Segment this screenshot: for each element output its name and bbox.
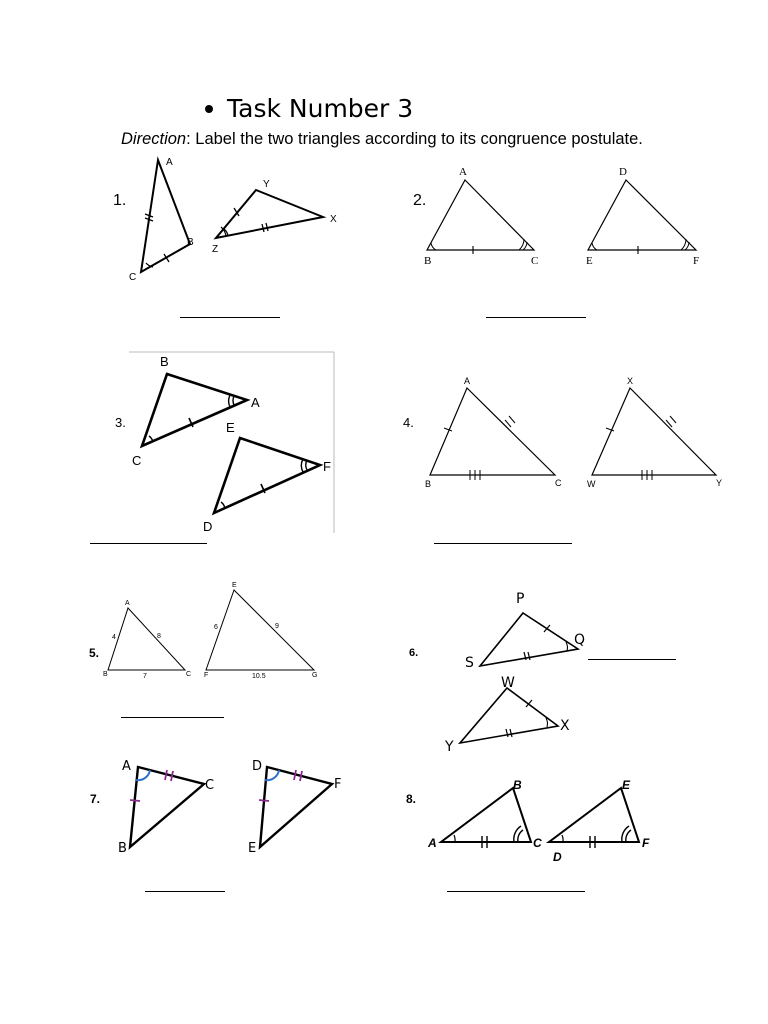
answer-blank-6[interactable] [588, 659, 676, 660]
p5-label-f: F [204, 672, 209, 679]
p6-label-w: W [501, 675, 515, 691]
answer-blank-1[interactable] [180, 317, 280, 318]
p4-label-y: Y [716, 478, 723, 488]
p5-side-fg: 10.5 [252, 673, 266, 680]
p7-label-d: D [252, 759, 263, 774]
p1-label-c: C [129, 272, 137, 283]
bullet-icon [205, 105, 213, 113]
item-2-number: 2. [413, 192, 427, 209]
answer-blank-5[interactable] [121, 717, 224, 718]
p3-label-f: F [323, 459, 331, 474]
p3-label-d: D [203, 519, 213, 534]
p6-label-p: P [516, 591, 525, 607]
p7-label-f: F [334, 777, 342, 792]
answer-blank-4[interactable] [434, 543, 572, 544]
item-8-number: 8. [406, 792, 417, 806]
p3-label-a: A [251, 395, 260, 410]
p8-label-b: B [513, 778, 522, 792]
direction-label: Direction [121, 130, 187, 148]
p3-label-b: B [160, 354, 169, 369]
direction-text: : Label the two triangles according to its congruence postulate. [186, 130, 643, 148]
problem-2-figure [415, 160, 715, 270]
problem-7-figure [110, 752, 355, 862]
p5-side-bc: 7 [143, 673, 147, 680]
p5-side-ef: 6 [214, 624, 218, 631]
p5-side-eg: 9 [275, 623, 279, 630]
p2-label-c: C [531, 255, 539, 267]
problem-8-figure [425, 770, 665, 870]
p2-label-d: D [619, 166, 627, 178]
page-title: Task Number 3 [227, 94, 414, 123]
p4-label-b: B [425, 479, 432, 489]
title-row [205, 94, 413, 123]
item-3-number: 3. [115, 415, 126, 430]
p6-label-q: Q [574, 632, 586, 648]
p3-label-c: C [132, 453, 142, 468]
p1-label-a: A [166, 157, 173, 168]
problem-5-figure [100, 578, 325, 683]
p5-side-ac: 8 [157, 633, 161, 640]
p7-label-c: C [205, 778, 215, 793]
p8-label-a: A [428, 836, 437, 850]
p8-label-e: E [622, 778, 631, 792]
p4-label-x: X [627, 376, 634, 386]
direction-line [121, 130, 643, 149]
p1-label-z: Z [212, 244, 219, 255]
problem-3-figure [129, 350, 339, 535]
p7-label-b: B [118, 841, 127, 856]
p8-label-f: F [642, 836, 650, 850]
item-1-number: 1. [113, 192, 127, 209]
problem-6-figure [440, 583, 590, 758]
p1-label-y: Y [263, 179, 270, 190]
p7-label-e: E [248, 841, 257, 856]
answer-blank-8[interactable] [447, 891, 585, 892]
p6-label-x: X [560, 718, 570, 734]
p2-label-b: B [424, 255, 432, 267]
p5-label-g: G [312, 672, 318, 679]
item-4-number: 4. [403, 415, 414, 430]
answer-blank-7[interactable] [145, 891, 225, 892]
p4-label-c: C [555, 478, 562, 488]
p5-side-ab: 4 [112, 634, 116, 641]
p6-label-s: S [465, 655, 474, 671]
p4-label-a: A [464, 376, 471, 386]
p5-label-a: A [125, 600, 130, 607]
p8-label-d: D [553, 850, 562, 864]
p6-label-y: Y [445, 739, 454, 755]
p1-label-b: B [187, 237, 194, 248]
p5-label-e: E [232, 582, 237, 589]
p3-label-e: E [226, 420, 235, 435]
problem-1-figure [120, 150, 350, 290]
p2-label-a: A [459, 166, 467, 178]
answer-blank-3[interactable] [90, 543, 207, 544]
p5-label-b: B [103, 671, 108, 678]
item-6-number: 6. [409, 647, 419, 659]
p2-label-f: F [693, 255, 700, 267]
p1-label-x: X [330, 214, 337, 225]
p2-label-e: E [586, 255, 593, 267]
p8-label-c: C [533, 836, 542, 850]
p7-label-a: A [122, 759, 131, 774]
p4-label-w: W [587, 479, 596, 489]
answer-blank-2[interactable] [486, 317, 586, 318]
item-7-number: 7. [90, 792, 101, 806]
item-5-number: 5. [89, 646, 100, 660]
problem-4-figure [420, 370, 740, 495]
p5-label-c: C [186, 671, 192, 678]
